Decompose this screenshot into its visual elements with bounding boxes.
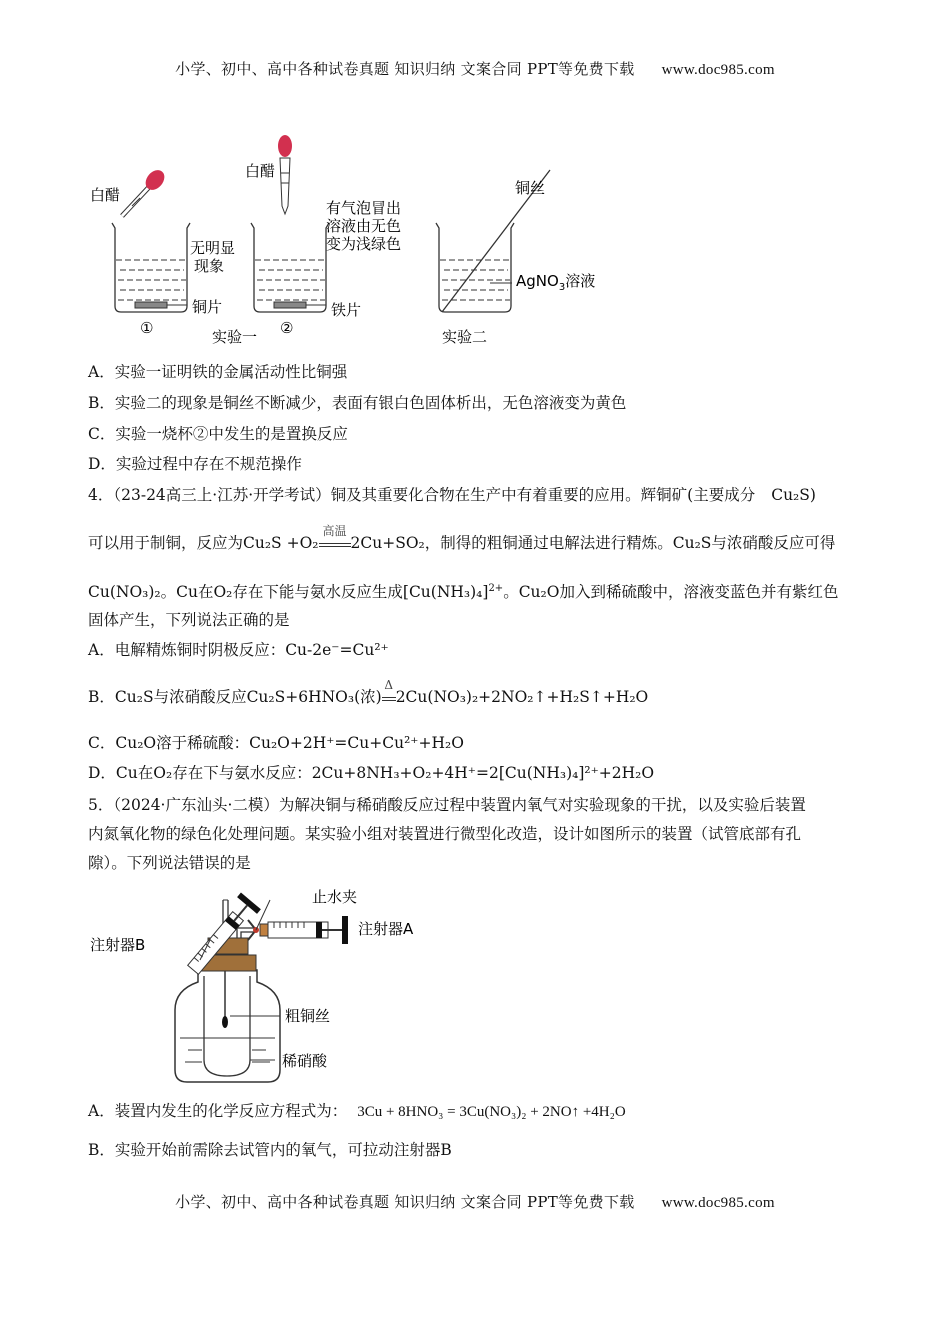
syringe-b-label: 注射器B [90, 936, 146, 954]
q3-option-d: D．实验过程中存在不规范操作 [88, 455, 302, 473]
experiment-2-label: 实验二 [442, 328, 488, 346]
num-2: ② [280, 319, 294, 337]
obs-label-1b: 现象 [194, 257, 225, 275]
q4-stem-line2: 可以用于制铜，反应为Cu₂S +O₂ 高温 2Cu+SO₂，制得的粗铜通过电解法进行精炼。Cu₂S与浓硝酸反应可得 [88, 524, 836, 552]
q3-option-a: A．实验一证明铁的金属活动性比铜强 [88, 363, 348, 381]
obs-label-2b: 溶液由无色 [326, 217, 402, 235]
q5-option-a-equation: 3Cu + 8HNO₃ = 3Cu(NO₃)₂ + 2NO↑ +4H₂O [357, 1104, 626, 1120]
q4-option-b: B．Cu₂S与浓硝酸反应Cu₂S+6HNO₃(浓) Δ 2Cu(NO₃)₂+2NO₂↑+H₂S↑+H₂O [88, 678, 649, 706]
obs-label-1a: 无明显 [190, 239, 236, 257]
syringe-a [260, 916, 348, 944]
q5-option-b: B．实验开始前需除去试管内的氧气，可拉动注射器B [88, 1141, 452, 1159]
iron-sheet-label: 铁片 [331, 301, 362, 319]
header-url[interactable]: www.doc985.com [661, 62, 775, 78]
syringe-a-label: 注射器A [358, 920, 414, 938]
experiment-1-label: 实验一 [212, 328, 258, 346]
copper-sheet-label: 铜片 [192, 298, 223, 316]
dilute-nitric-label: 稀硝酸 [282, 1052, 328, 1070]
beaker-3-liquid [440, 260, 510, 300]
vinegar-label-2: 白醋 [245, 162, 276, 180]
dropper-2 [278, 135, 292, 214]
beaker-2-liquid [255, 260, 325, 300]
beaker-2 [251, 223, 329, 312]
footer-url[interactable]: www.doc985.com [661, 1195, 775, 1211]
q4-option-a: A．电解精炼铜时阴极反应：Cu-2e⁻=Cu²⁺ [88, 641, 389, 659]
copper-sheet [135, 302, 167, 308]
num-1: ① [140, 319, 154, 337]
q4-stem-line1: 4．（23-24高三上·江苏·开学考试）铜及其重要化合物在生产中有着重要的应用。辉铜矿(主要成分 Cu₂S) [88, 486, 816, 504]
iron-sheet [274, 302, 306, 308]
experiment-figure [80, 128, 620, 353]
apparatus-figure [80, 880, 440, 1090]
copper-wire-label: 铜丝 [515, 179, 546, 197]
q3-option-c: C．实验一烧杯②中发生的是置换反应 [88, 425, 348, 443]
dropper-1 [122, 166, 168, 216]
agno3-label: AgNO$_3$溶液 [516, 272, 596, 293]
q5-stem-line2: 内氮氧化物的绿色化处理问题。某实验小组对装置进行微型化改造，设计如图所示的装置（试管底部有孔 [88, 825, 802, 843]
q4-option-c: C．Cu₂O溶于稀硫酸：Cu₂O+2H⁺=Cu+Cu²⁺+H₂O [88, 734, 464, 752]
vinegar-label-1: 白醋 [90, 186, 121, 204]
page-footer [0, 1191, 950, 1212]
footer-text: 小学、初中、高中各种试卷真题 知识归纳 文案合同 PPT等免费下载 [175, 1193, 635, 1211]
heat-condition: Δ [382, 697, 396, 707]
page-header [0, 58, 950, 79]
q3-option-b: B．实验二的现象是铜丝不断减少，表面有银白色固体析出，无色溶液变为黄色 [88, 394, 627, 412]
q4-stem-line3: Cu(NO₃)₂。Cu在O₂存在下能与氨水反应生成$[Cu(NH_3)_4]^{2+}$。Cu₂O加入到稀硫酸中，溶液变蓝色并有紫红色 [88, 583, 839, 601]
obs-label-2c: 变为浅绿色 [326, 235, 402, 253]
crude-copper-label: 粗铜丝 [285, 1007, 331, 1025]
q5-option-a: A．装置内发生的化学反应方程式为： 3Cu + 8HNO₃ = 3Cu(NO₃)₂ + 2NO↑ +4H₂O [88, 1102, 626, 1120]
high-temp-condition: 高温 [319, 543, 351, 553]
q5-stem-line3: 隙）。下列说法错误的是 [88, 854, 251, 872]
obs-label-2a: 有气泡冒出 [326, 199, 402, 217]
q4-stem-line4: 固体产生，下列说法正确的是 [88, 611, 290, 629]
beaker-3 [436, 223, 514, 312]
beaker-1-liquid [116, 260, 186, 300]
q5-stem-line1: 5．（2024·广东汕头·二模）为解决铜与稀硝酸反应过程中装置内氧气对实验现象的干扰，以及实验后装置 [88, 796, 806, 814]
crude-copper-wire [222, 1016, 228, 1028]
clamp-label: 止水夹 [312, 888, 358, 906]
q4-option-d: D．Cu在O₂存在下与氨水反应：2Cu+8NH₃+O₂+4H⁺=2[Cu(NH₃)₄]²⁺+2H₂O [88, 764, 655, 782]
header-text: 小学、初中、高中各种试卷真题 知识归纳 文案合同 PPT等免费下载 [175, 60, 635, 78]
beaker-1 [112, 223, 190, 312]
bottle [175, 970, 280, 1082]
